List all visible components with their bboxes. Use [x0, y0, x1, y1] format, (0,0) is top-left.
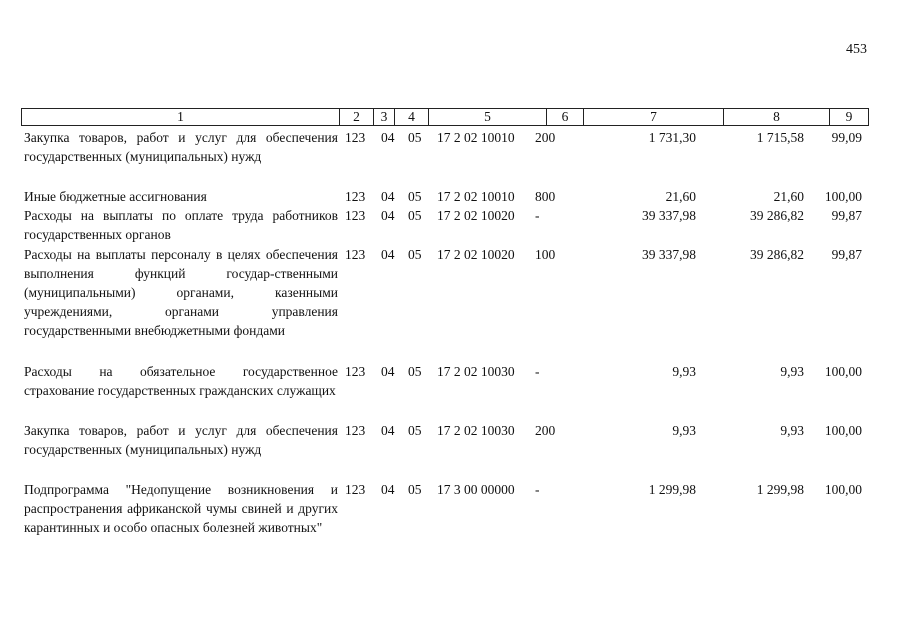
row-code-2: 123 [345, 247, 366, 262]
row-value-8: 1 715,58 [756, 130, 804, 145]
row-code-6: 100 [535, 247, 556, 262]
row-value-8: 21,60 [773, 189, 804, 204]
row-value-9: 99,09 [831, 130, 862, 145]
row-code-3: 04 [381, 247, 395, 262]
header-col-1: 1 [22, 109, 340, 125]
row-code-6: - [535, 364, 540, 379]
row-code-3: 04 [381, 208, 395, 223]
header-col-2: 2 [340, 109, 374, 125]
row-value-9: 99,87 [831, 247, 862, 262]
row-code-5: 17 2 02 10010 [437, 189, 515, 204]
header-col-6: 6 [547, 109, 584, 125]
row-code-6: - [535, 482, 540, 497]
row-value-7: 39 337,98 [642, 208, 696, 223]
row-value-8: 39 286,82 [750, 208, 804, 223]
row-code-3: 04 [381, 482, 395, 497]
row-name: Расходы на выплаты персоналу в целях обеспечения выполнения функций государ-ственными (муниципальными) органами, казенными учреждениями, органами управления государственными внебюджетными фондами [24, 247, 338, 338]
row-code-6: 200 [535, 423, 556, 438]
header-col-8: 8 [724, 109, 830, 125]
row-code-2: 123 [345, 189, 366, 204]
row-code-5: 17 2 02 10010 [437, 130, 515, 145]
header-col-7: 7 [584, 109, 724, 125]
row-value-9: 100,00 [824, 364, 862, 379]
row-value-7: 1 299,98 [648, 482, 696, 497]
row-name: Расходы на обязательное государственное страхование государственных гражданских служащих [24, 364, 338, 398]
row-code-2: 123 [345, 423, 366, 438]
row-value-9: 100,00 [824, 482, 862, 497]
row-code-3: 04 [381, 130, 395, 145]
row-code-3: 04 [381, 364, 395, 379]
row-name: Иные бюджетные ассигнования [24, 189, 207, 204]
row-value-7: 21,60 [665, 189, 696, 204]
row-code-5: 17 2 02 10030 [437, 364, 515, 379]
row-value-8: 1 299,98 [756, 482, 804, 497]
page-number: 453 [846, 42, 867, 57]
row-value-8: 39 286,82 [750, 247, 804, 262]
row-name: Закупка товаров, работ и услуг для обеспечения государственных (муниципальных) нужд [24, 423, 338, 457]
row-code-3: 04 [381, 189, 395, 204]
table-header [21, 108, 869, 126]
row-code-2: 123 [345, 482, 366, 497]
row-code-5: 17 2 02 10020 [437, 208, 515, 223]
row-code-5: 17 2 02 10030 [437, 423, 515, 438]
row-code-2: 123 [345, 364, 366, 379]
row-value-7: 9,93 [672, 364, 696, 379]
row-value-9: 100,00 [824, 189, 862, 204]
row-name: Подпрограмма "Недопущение возникновения и распространения африканской чумы свиней и других карантинных и особо опасных болезней животных" [24, 482, 338, 535]
row-value-7: 1 731,30 [648, 130, 696, 145]
row-code-4: 05 [408, 364, 422, 379]
row-code-2: 123 [345, 208, 366, 223]
header-col-9: 9 [845, 109, 853, 124]
row-value-8: 9,93 [780, 423, 804, 438]
row-code-3: 04 [381, 423, 395, 438]
row-value-7: 39 337,98 [642, 247, 696, 262]
row-name: Закупка товаров, работ и услуг для обеспечения государственных (муниципальных) нужд [24, 130, 338, 164]
row-code-4: 05 [408, 247, 422, 262]
row-code-6: - [535, 208, 540, 223]
row-value-7: 9,93 [672, 423, 696, 438]
row-code-4: 05 [408, 423, 422, 438]
header-col-3: 3 [374, 109, 395, 125]
row-code-4: 05 [408, 482, 422, 497]
row-name: Расходы на выплаты по оплате труда работников государственных органов [24, 208, 338, 242]
row-value-8: 9,93 [780, 364, 804, 379]
row-code-4: 05 [408, 208, 422, 223]
row-code-2: 123 [345, 130, 366, 145]
header-col-4: 4 [395, 109, 429, 125]
row-value-9: 100,00 [824, 423, 862, 438]
row-code-4: 05 [408, 130, 422, 145]
row-code-6: 200 [535, 130, 556, 145]
row-value-9: 99,87 [831, 208, 862, 223]
row-code-6: 800 [535, 189, 556, 204]
row-code-5: 17 3 00 00000 [437, 482, 515, 497]
header-col-5: 5 [429, 109, 547, 125]
row-code-5: 17 2 02 10020 [437, 247, 515, 262]
row-code-4: 05 [408, 189, 422, 204]
